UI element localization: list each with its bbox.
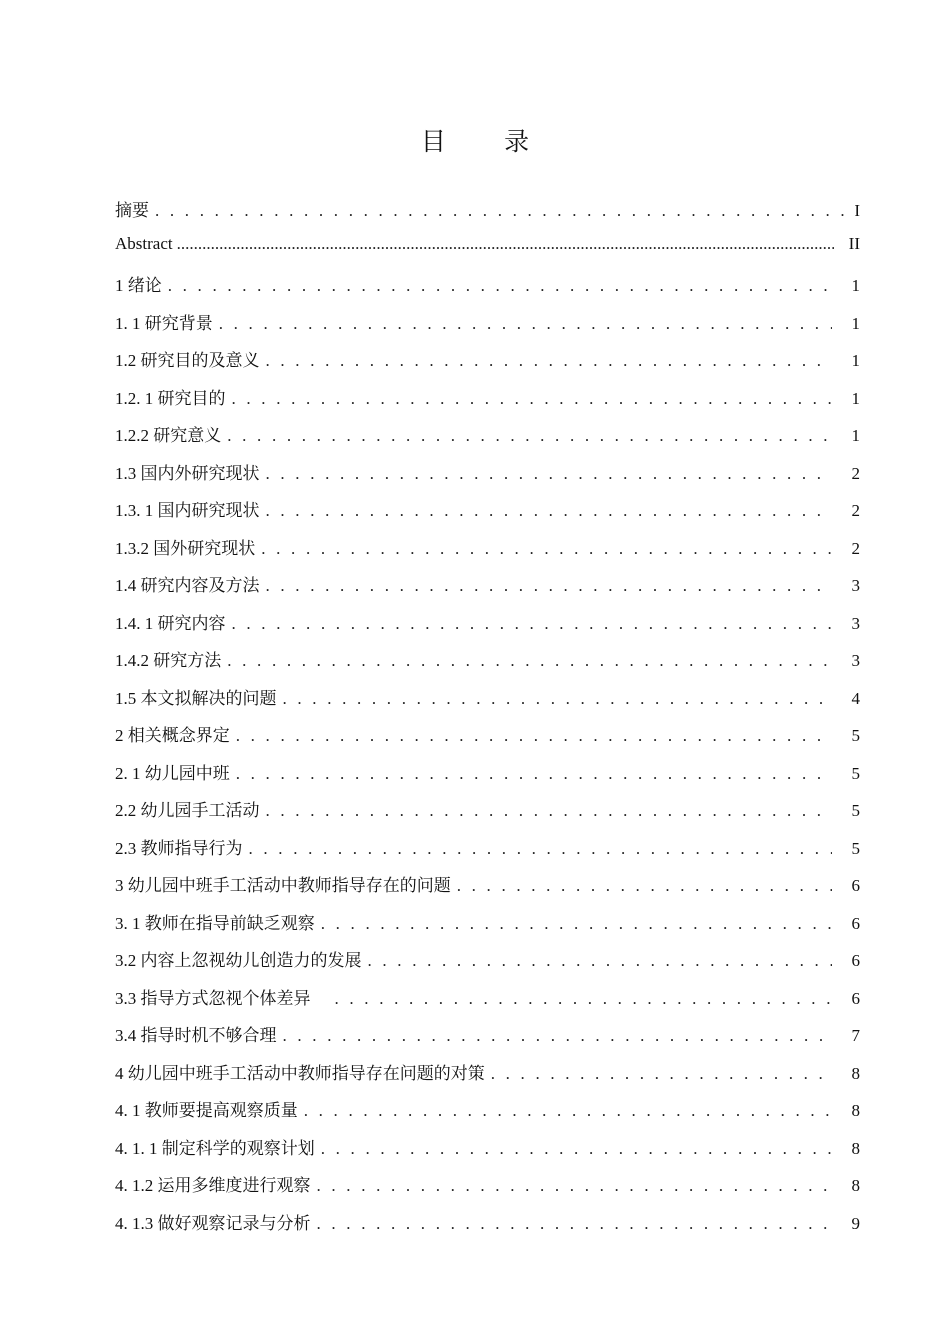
toc-leader-dots — [227, 426, 832, 446]
toc-entry[interactable] — [115, 196, 860, 234]
toc-entry[interactable] — [115, 384, 860, 422]
toc-entry-label: 1.2.2 研究意义 — [115, 426, 222, 445]
toc-leader-dots — [321, 1139, 832, 1159]
toc-leader-dots — [283, 1026, 833, 1046]
toc-entry-label: 4 幼儿园中班手工活动中教师指导存在问题的对策 — [115, 1063, 485, 1083]
toc-leader-dots — [266, 464, 833, 484]
toc-leader-dots — [317, 1214, 833, 1234]
toc-entry[interactable] — [115, 1059, 860, 1097]
toc-leader-dots — [335, 989, 833, 1009]
toc-entry-label: 摘要 — [115, 201, 149, 220]
toc-entry-label: 2. 1 幼儿园中班 — [115, 763, 230, 783]
toc-leader-dots — [266, 351, 833, 371]
toc-leader-dots — [266, 576, 833, 596]
toc-entry-label: 1. 1 研究背景 — [115, 313, 213, 333]
toc-entry[interactable] — [115, 721, 860, 759]
toc-entry[interactable] — [115, 459, 860, 497]
toc-entry-label: 2.2 幼儿园手工活动 — [115, 801, 260, 820]
toc-leader-dots — [236, 764, 832, 784]
toc-entry-label: 4. 1.3 做好观察记录与分析 — [115, 1213, 311, 1233]
toc-leader-dots — [317, 1176, 833, 1196]
toc-leader-dots — [457, 876, 832, 896]
toc-entry-label: 1.3.2 国外研究现状 — [115, 538, 256, 558]
toc-entry-label: 1.2. 1 研究目的 — [115, 388, 226, 408]
toc-entry-page: 6 — [851, 913, 860, 933]
toc-entry-page: 8 — [851, 1176, 860, 1195]
toc-entry[interactable] — [115, 646, 860, 684]
toc-entry-page: 5 — [851, 726, 860, 745]
toc-entry-label: 3.4 指导时机不够合理 — [115, 1026, 277, 1045]
toc-entry[interactable] — [115, 759, 860, 797]
toc-entry[interactable] — [115, 1021, 860, 1059]
toc-entry[interactable] — [115, 271, 860, 309]
toc-entry[interactable] — [115, 871, 860, 909]
toc-entry-page: 2 — [851, 538, 860, 558]
toc-entry[interactable] — [115, 1171, 860, 1209]
toc-entry-label: 1.5 本文拟解决的问题 — [115, 688, 277, 708]
toc-entry-page: I — [854, 201, 860, 220]
toc-entry-page: II — [848, 233, 860, 253]
toc-entry-page: 5 — [851, 763, 860, 783]
toc-entry-page: 8 — [851, 1063, 860, 1083]
toc-entry-page: 1 — [851, 426, 860, 445]
toc-entry-page: 8 — [851, 1138, 860, 1158]
toc-leader-dots — [321, 914, 832, 934]
toc-entry-label: 4. 1 教师要提高观察质量 — [115, 1101, 298, 1120]
toc-leader-dots — [266, 501, 833, 521]
toc-leader-dots — [236, 726, 832, 746]
toc-entry[interactable] — [115, 496, 860, 534]
toc-entry[interactable] — [115, 946, 860, 984]
toc-entry-label: 1 绪论 — [115, 276, 162, 295]
toc-entry[interactable] — [115, 1096, 860, 1134]
toc-entry-page: 3 — [851, 613, 860, 633]
toc-entry-label: 3 幼儿园中班手工活动中教师指导存在的问题 — [115, 876, 451, 895]
toc-leader-dots — [368, 951, 833, 971]
table-of-contents — [115, 196, 860, 1246]
toc-entry[interactable] — [115, 234, 860, 272]
toc-entry-page: 1 — [851, 351, 860, 370]
toc-leader-dots — [261, 539, 832, 559]
toc-entry[interactable] — [115, 834, 860, 872]
toc-entry-page: 8 — [851, 1101, 860, 1120]
toc-entry-page: 4 — [851, 688, 860, 708]
toc-entry[interactable] — [115, 684, 860, 722]
toc-entry-label: 3.2 内容上忽视幼儿创造力的发展 — [115, 951, 362, 970]
toc-entry-label: 1.4.2 研究方法 — [115, 651, 222, 670]
toc-entry-page: 1 — [851, 276, 860, 295]
toc-leader-dots — [232, 614, 833, 634]
toc-entry-label: 1.4 研究内容及方法 — [115, 576, 260, 595]
toc-entry-label: 4. 1. 1 制定科学的观察计划 — [115, 1138, 315, 1158]
toc-entry-page: 2 — [851, 463, 860, 483]
toc-leader-dots — [219, 314, 832, 334]
toc-entry-page: 3 — [851, 651, 860, 670]
toc-entry-label: 1.3 国内外研究现状 — [115, 463, 260, 483]
toc-entry-page: 9 — [851, 1213, 860, 1233]
toc-entry-page: 2 — [851, 501, 860, 520]
toc-entry[interactable] — [115, 909, 860, 947]
toc-entry[interactable] — [115, 571, 860, 609]
toc-entry[interactable] — [115, 1134, 860, 1172]
toc-entry[interactable] — [115, 796, 860, 834]
toc-entry-label: 3. 1 教师在指导前缺乏观察 — [115, 913, 315, 933]
toc-leader-dots — [266, 801, 833, 821]
toc-entry[interactable] — [115, 534, 860, 572]
toc-leader-dots — [232, 389, 833, 409]
toc-entry-page: 6 — [851, 876, 860, 895]
toc-leader-dots — [304, 1101, 832, 1121]
toc-entry[interactable] — [115, 309, 860, 347]
toc-entry-page: 5 — [851, 801, 860, 820]
toc-leader-dots — [227, 651, 832, 671]
toc-entry-page: 6 — [851, 988, 860, 1008]
toc-leader-dots — [168, 276, 832, 296]
page-title: 目 录 — [420, 129, 556, 156]
toc-entry-page: 5 — [851, 838, 860, 858]
toc-entry-page: 7 — [851, 1026, 860, 1045]
toc-entry-label: 1.4. 1 研究内容 — [115, 613, 226, 633]
toc-leader-dots — [283, 689, 833, 709]
toc-entry[interactable] — [115, 609, 860, 647]
toc-entry-page: 3 — [851, 576, 860, 595]
toc-entry[interactable] — [115, 346, 860, 384]
toc-entry[interactable] — [115, 984, 860, 1022]
toc-entry-label: 3.3 指导方式忽视个体差异 — [115, 988, 311, 1008]
toc-entry-page: 1 — [851, 313, 860, 333]
toc-entry-page: 6 — [851, 951, 860, 970]
toc-entry-label: 4. 1.2 运用多维度进行观察 — [115, 1176, 311, 1195]
toc-entry-label: Abstract — [115, 233, 173, 253]
toc-leader-dots — [155, 201, 848, 221]
toc-entry-label: 1.2 研究目的及意义 — [115, 351, 260, 370]
toc-entry[interactable] — [115, 421, 860, 459]
toc-leader-dots — [491, 1064, 832, 1084]
toc-entry-page: 1 — [851, 388, 860, 408]
toc-entry[interactable] — [115, 1209, 860, 1247]
toc-entry-label: 2.3 教师指导行为 — [115, 838, 243, 858]
toc-leader-dots — [177, 234, 834, 254]
toc-leader-dots — [249, 839, 833, 859]
toc-entry-label: 2 相关概念界定 — [115, 726, 230, 745]
toc-entry-label: 1.3. 1 国内研究现状 — [115, 501, 260, 520]
